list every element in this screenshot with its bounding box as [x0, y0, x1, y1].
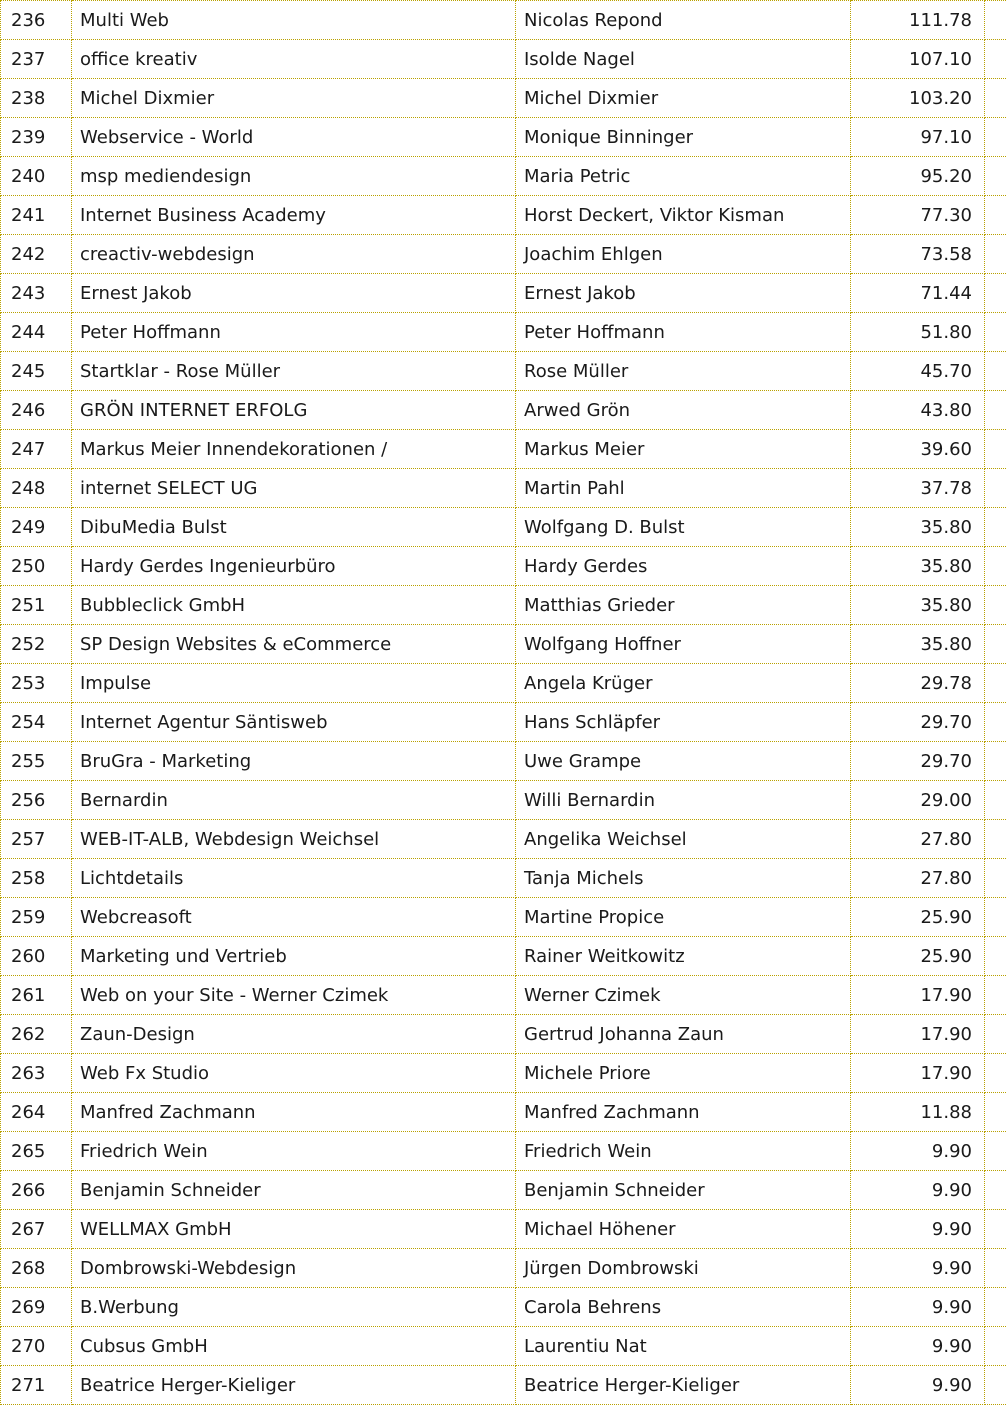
cell-company: Beatrice Herger-Kieliger	[72, 1366, 516, 1405]
cell-company: B.Werbung	[72, 1288, 516, 1327]
cell-score: 35.80	[851, 586, 985, 625]
cell-person: Maria Petric	[516, 157, 851, 196]
cell-country-flag	[985, 79, 1006, 118]
cell-score: 9.90	[851, 1210, 985, 1249]
cell-person: Beatrice Herger-Kieliger	[516, 1366, 851, 1405]
cell-rank: 260	[1, 937, 72, 976]
cell-country-flag	[985, 1015, 1006, 1054]
table-row	[1, 742, 1006, 781]
cell-rank: 240	[1, 157, 72, 196]
cell-company: Friedrich Wein	[72, 1132, 516, 1171]
cell-company: Peter Hoffmann	[72, 313, 516, 352]
cell-country-flag	[985, 820, 1006, 859]
table-row	[1, 469, 1006, 508]
cell-company: Lichtdetails	[72, 859, 516, 898]
cell-score: 9.90	[851, 1171, 985, 1210]
cell-rank: 254	[1, 703, 72, 742]
cell-person: Joachim Ehlgen	[516, 235, 851, 274]
cell-rank: 243	[1, 274, 72, 313]
cell-rank: 236	[1, 1, 72, 40]
cell-country-flag	[985, 235, 1006, 274]
cell-company: msp mediendesign	[72, 157, 516, 196]
cell-score: 45.70	[851, 352, 985, 391]
cell-person: Angela Krüger	[516, 664, 851, 703]
cell-person: Uwe Grampe	[516, 742, 851, 781]
table-row	[1, 391, 1006, 430]
cell-country-flag	[985, 430, 1006, 469]
cell-country-flag	[985, 313, 1006, 352]
cell-person: Markus Meier	[516, 430, 851, 469]
cell-rank: 261	[1, 976, 72, 1015]
cell-company: Impulse	[72, 664, 516, 703]
cell-score: 37.78	[851, 469, 985, 508]
cell-score: 9.90	[851, 1288, 985, 1327]
cell-person: Rose Müller	[516, 352, 851, 391]
cell-country-flag	[985, 586, 1006, 625]
cell-person: Peter Hoffmann	[516, 313, 851, 352]
cell-score: 9.90	[851, 1132, 985, 1171]
cell-score: 9.90	[851, 1327, 985, 1366]
cell-score: 35.80	[851, 547, 985, 586]
table-row	[1, 664, 1006, 703]
table-row	[1, 40, 1006, 79]
cell-person: Hardy Gerdes	[516, 547, 851, 586]
cell-person: Michele Priore	[516, 1054, 851, 1093]
table-row	[1, 313, 1006, 352]
table-row	[1, 1015, 1006, 1054]
cell-person: Jürgen Dombrowski	[516, 1249, 851, 1288]
cell-person: Gertrud Johanna Zaun	[516, 1015, 851, 1054]
cell-company: Web on your Site - Werner Czimek	[72, 976, 516, 1015]
cell-rank: 245	[1, 352, 72, 391]
cell-country-flag	[985, 1327, 1006, 1366]
cell-rank: 262	[1, 1015, 72, 1054]
cell-rank: 268	[1, 1249, 72, 1288]
cell-company: Web Fx Studio	[72, 1054, 516, 1093]
cell-person: Manfred Zachmann	[516, 1093, 851, 1132]
table-row	[1, 1132, 1006, 1171]
cell-country-flag	[985, 118, 1006, 157]
table-row	[1, 976, 1006, 1015]
cell-person: Ernest Jakob	[516, 274, 851, 313]
cell-country-flag	[985, 742, 1006, 781]
cell-rank: 256	[1, 781, 72, 820]
cell-country-flag	[985, 196, 1006, 235]
cell-score: 29.70	[851, 742, 985, 781]
cell-company: SP Design Websites & eCommerce	[72, 625, 516, 664]
cell-country-flag	[985, 1210, 1006, 1249]
cell-score: 27.80	[851, 820, 985, 859]
cell-person: Tanja Michels	[516, 859, 851, 898]
cell-rank: 239	[1, 118, 72, 157]
table-row	[1, 1288, 1006, 1327]
cell-person: Martine Propice	[516, 898, 851, 937]
cell-company: Michel Dixmier	[72, 79, 516, 118]
table-row	[1, 1327, 1006, 1366]
cell-company: Dombrowski-Webdesign	[72, 1249, 516, 1288]
cell-country-flag	[985, 157, 1006, 196]
cell-company: DibuMedia Bulst	[72, 508, 516, 547]
cell-rank: 250	[1, 547, 72, 586]
cell-person: Isolde Nagel	[516, 40, 851, 79]
cell-country-flag	[985, 1, 1006, 40]
cell-company: Markus Meier Innendekorationen /	[72, 430, 516, 469]
cell-country-flag	[985, 1093, 1006, 1132]
cell-score: 39.60	[851, 430, 985, 469]
cell-company: Hardy Gerdes Ingenieurbüro	[72, 547, 516, 586]
cell-country-flag	[985, 898, 1006, 937]
cell-person: Friedrich Wein	[516, 1132, 851, 1171]
cell-country-flag	[985, 1288, 1006, 1327]
cell-company: Webcreasoft	[72, 898, 516, 937]
cell-person: Horst Deckert, Viktor Kisman	[516, 196, 851, 235]
cell-score: 97.10	[851, 118, 985, 157]
table-row	[1, 196, 1006, 235]
cell-score: 25.90	[851, 898, 985, 937]
cell-company: Webservice - World	[72, 118, 516, 157]
cell-score: 95.20	[851, 157, 985, 196]
table-row	[1, 937, 1006, 976]
cell-score: 29.70	[851, 703, 985, 742]
table-row	[1, 586, 1006, 625]
cell-rank: 238	[1, 79, 72, 118]
cell-score: 43.80	[851, 391, 985, 430]
cell-country-flag	[985, 859, 1006, 898]
cell-country-flag	[985, 703, 1006, 742]
cell-score: 17.90	[851, 976, 985, 1015]
cell-person: Monique Binninger	[516, 118, 851, 157]
cell-company: Internet Business Academy	[72, 196, 516, 235]
cell-company: office kreativ	[72, 40, 516, 79]
cell-company: WELLMAX GmbH	[72, 1210, 516, 1249]
table-row	[1, 1171, 1006, 1210]
cell-rank: 263	[1, 1054, 72, 1093]
cell-country-flag	[985, 547, 1006, 586]
cell-rank: 258	[1, 859, 72, 898]
cell-score: 51.80	[851, 313, 985, 352]
cell-rank: 270	[1, 1327, 72, 1366]
cell-person: Arwed Grön	[516, 391, 851, 430]
cell-company: Manfred Zachmann	[72, 1093, 516, 1132]
cell-score: 73.58	[851, 235, 985, 274]
cell-rank: 266	[1, 1171, 72, 1210]
table-row	[1, 703, 1006, 742]
cell-rank: 271	[1, 1366, 72, 1405]
cell-company: internet SELECT UG	[72, 469, 516, 508]
cell-country-flag	[985, 976, 1006, 1015]
cell-country-flag	[985, 1054, 1006, 1093]
cell-rank: 244	[1, 313, 72, 352]
cell-company: Ernest Jakob	[72, 274, 516, 313]
table-row	[1, 508, 1006, 547]
cell-person: Matthias Grieder	[516, 586, 851, 625]
cell-company: WEB-IT-ALB, Webdesign Weichsel	[72, 820, 516, 859]
cell-rank: 259	[1, 898, 72, 937]
cell-country-flag	[985, 508, 1006, 547]
table-row	[1, 859, 1006, 898]
table-row	[1, 625, 1006, 664]
cell-country-flag	[985, 1249, 1006, 1288]
table-row	[1, 274, 1006, 313]
table-row	[1, 235, 1006, 274]
cell-score: 17.90	[851, 1054, 985, 1093]
cell-rank: 253	[1, 664, 72, 703]
table-row	[1, 1366, 1006, 1405]
cell-country-flag	[985, 625, 1006, 664]
cell-score: 29.78	[851, 664, 985, 703]
cell-rank: 242	[1, 235, 72, 274]
cell-company: creactiv-webdesign	[72, 235, 516, 274]
cell-rank: 251	[1, 586, 72, 625]
cell-score: 35.80	[851, 508, 985, 547]
table-row	[1, 1, 1006, 40]
cell-rank: 246	[1, 391, 72, 430]
table-row	[1, 118, 1006, 157]
cell-rank: 237	[1, 40, 72, 79]
table-row	[1, 1093, 1006, 1132]
cell-person: Laurentiu Nat	[516, 1327, 851, 1366]
cell-score: 17.90	[851, 1015, 985, 1054]
cell-country-flag	[985, 781, 1006, 820]
cell-score: 11.88	[851, 1093, 985, 1132]
cell-score: 111.78	[851, 1, 985, 40]
cell-country-flag	[985, 1171, 1006, 1210]
cell-score: 35.80	[851, 625, 985, 664]
table-row	[1, 157, 1006, 196]
cell-score: 9.90	[851, 1366, 985, 1405]
cell-country-flag	[985, 469, 1006, 508]
cell-person: Nicolas Repond	[516, 1, 851, 40]
cell-company: Cubsus GmbH	[72, 1327, 516, 1366]
cell-country-flag	[985, 664, 1006, 703]
cell-rank: 269	[1, 1288, 72, 1327]
table-row	[1, 1054, 1006, 1093]
cell-country-flag	[985, 1366, 1006, 1405]
cell-country-flag	[985, 274, 1006, 313]
cell-score: 77.30	[851, 196, 985, 235]
cell-company: GRÖN INTERNET ERFOLG	[72, 391, 516, 430]
cell-person: Willi Bernardin	[516, 781, 851, 820]
table-row	[1, 1210, 1006, 1249]
table-row	[1, 1249, 1006, 1288]
cell-rank: 255	[1, 742, 72, 781]
cell-score: 9.90	[851, 1249, 985, 1288]
table-row	[1, 820, 1006, 859]
cell-country-flag	[985, 352, 1006, 391]
cell-country-flag	[985, 937, 1006, 976]
cell-rank: 249	[1, 508, 72, 547]
cell-company: Multi Web	[72, 1, 516, 40]
cell-rank: 265	[1, 1132, 72, 1171]
cell-rank: 241	[1, 196, 72, 235]
table-row	[1, 352, 1006, 391]
cell-company: BruGra - Marketing	[72, 742, 516, 781]
cell-rank: 252	[1, 625, 72, 664]
cell-company: Marketing und Vertrieb	[72, 937, 516, 976]
table-row	[1, 547, 1006, 586]
cell-score: 25.90	[851, 937, 985, 976]
cell-country-flag	[985, 40, 1006, 79]
cell-person: Angelika Weichsel	[516, 820, 851, 859]
cell-person: Benjamin Schneider	[516, 1171, 851, 1210]
cell-person: Wolfgang Hoffner	[516, 625, 851, 664]
cell-person: Carola Behrens	[516, 1288, 851, 1327]
cell-score: 71.44	[851, 274, 985, 313]
ranking-table-body	[1, 1, 1006, 1405]
cell-rank: 264	[1, 1093, 72, 1132]
cell-score: 107.10	[851, 40, 985, 79]
cell-person: Martin Pahl	[516, 469, 851, 508]
cell-company: Zaun-Design	[72, 1015, 516, 1054]
cell-person: Hans Schläpfer	[516, 703, 851, 742]
cell-rank: 248	[1, 469, 72, 508]
cell-country-flag	[985, 1132, 1006, 1171]
cell-company: Bernardin	[72, 781, 516, 820]
table-row	[1, 79, 1006, 118]
cell-score: 27.80	[851, 859, 985, 898]
cell-person: Michel Dixmier	[516, 79, 851, 118]
cell-score: 103.20	[851, 79, 985, 118]
table-row	[1, 430, 1006, 469]
cell-company: Startklar - Rose Müller	[72, 352, 516, 391]
cell-company: Benjamin Schneider	[72, 1171, 516, 1210]
cell-person: Werner Czimek	[516, 976, 851, 1015]
cell-rank: 257	[1, 820, 72, 859]
cell-rank: 267	[1, 1210, 72, 1249]
cell-person: Rainer Weitkowitz	[516, 937, 851, 976]
cell-rank: 247	[1, 430, 72, 469]
cell-company: Internet Agentur Säntisweb	[72, 703, 516, 742]
cell-score: 29.00	[851, 781, 985, 820]
table-row	[1, 781, 1006, 820]
cell-person: Michael Höhener	[516, 1210, 851, 1249]
cell-person: Wolfgang D. Bulst	[516, 508, 851, 547]
table-row	[1, 898, 1006, 937]
cell-country-flag	[985, 391, 1006, 430]
cell-company: Bubbleclick GmbH	[72, 586, 516, 625]
